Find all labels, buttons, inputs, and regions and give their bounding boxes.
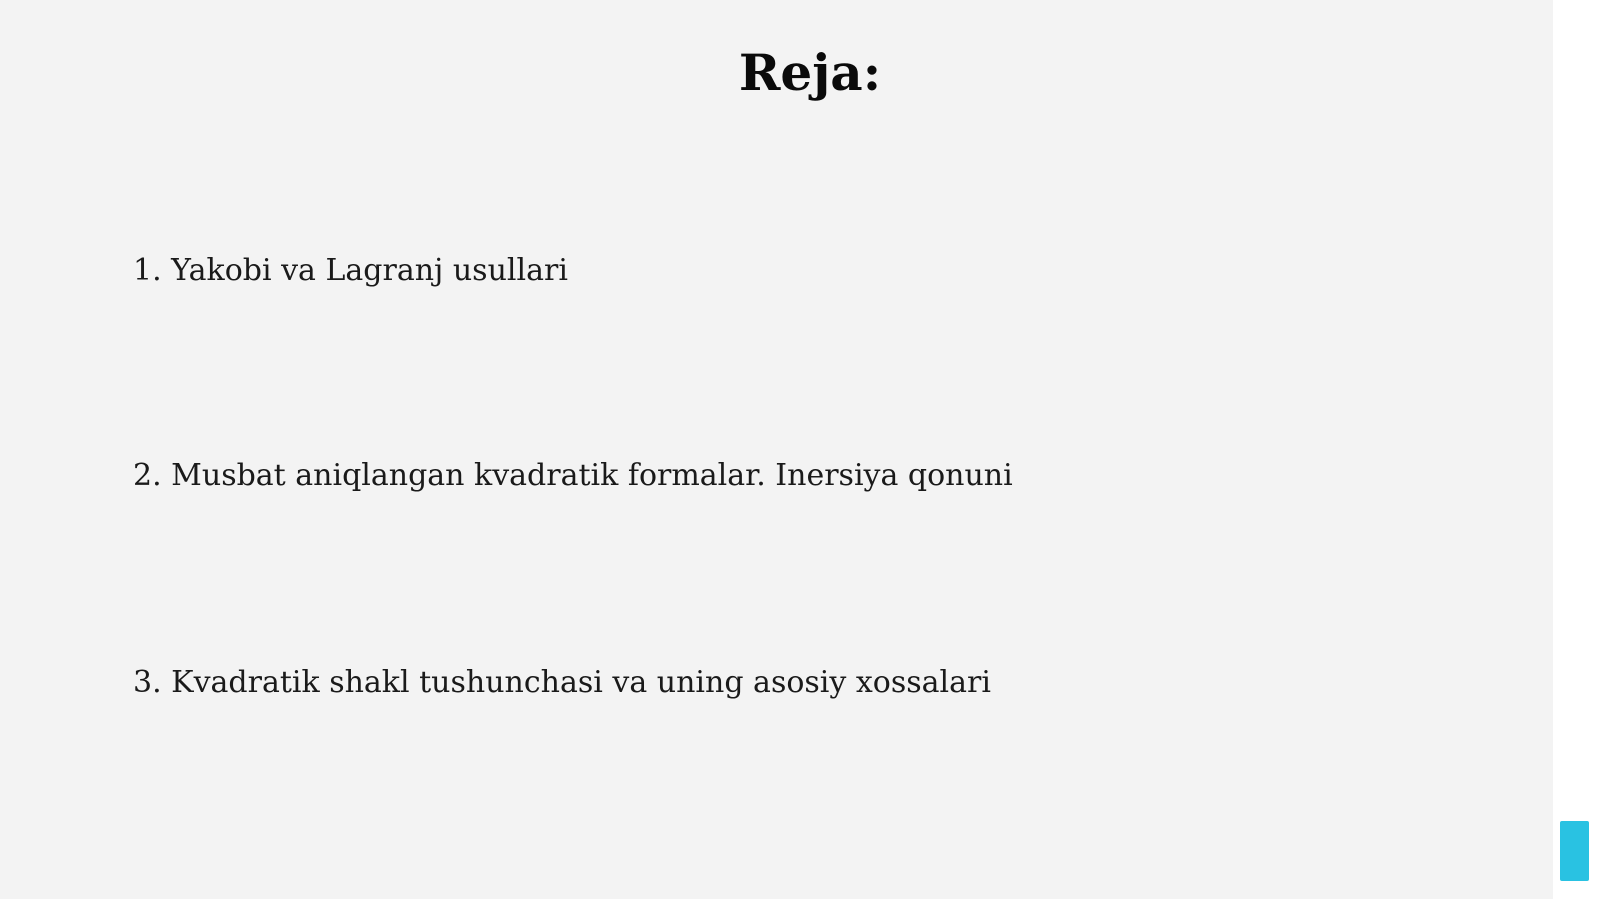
plan-item-3: 3. Kvadratik shakl tushunchasi va uning asosiy xossalari bbox=[133, 665, 991, 700]
slide-title: Reja: bbox=[738, 43, 882, 102]
scroll-indicator[interactable] bbox=[1560, 821, 1589, 881]
plan-item-1: 1. Yakobi va Lagranj usullari bbox=[133, 253, 568, 288]
right-margin-strip bbox=[1553, 0, 1600, 899]
plan-item-2: 2. Musbat aniqlangan kvadratik formalar. Inersiya qonuni bbox=[133, 458, 1013, 493]
